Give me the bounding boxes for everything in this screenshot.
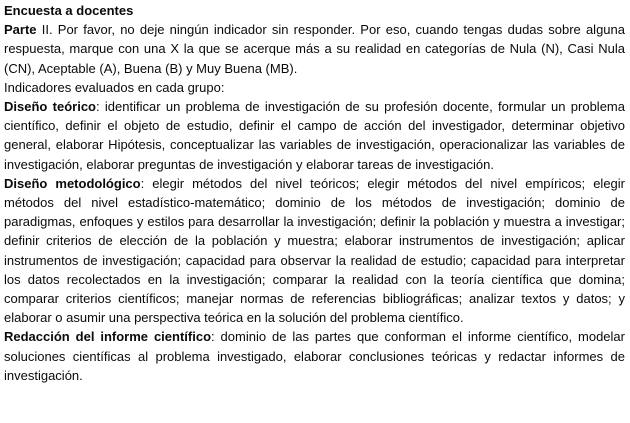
paragraph-indicadores-text: Indicadores evaluados en cada grupo: <box>4 79 225 95</box>
paragraph-diseno-metodologico <box>4 174 625 328</box>
paragraph-redaccion-informe-lead: Redacción del informe científico <box>4 329 212 345</box>
document-title: Encuesta a docentes <box>4 3 134 18</box>
paragraph-parte-ii <box>4 20 625 78</box>
paragraph-redaccion-informe-text: : dominio de las partes que conforman el informe científico, modelar soluciones científicas al problema investigado, elaborar conclusiones teóricas y redactar informes de investigación. <box>4 329 625 383</box>
paragraph-diseno-teorico-lead: Diseño teórico <box>4 99 96 115</box>
paragraph-diseno-teorico <box>4 97 625 174</box>
paragraph-parte-ii-text: II. Por favor, no deje ningún indicador sin responder. Por eso, cuando tengas dudas sobre alguna respuesta, marque con una X la que se acerque más a su realidad en categorías de Nula (N), Casi Nula (CN), Aceptable (A), Buena (B) y Muy Buena (MB). <box>4 22 625 76</box>
paragraph-diseno-teorico-text: : identificar un problema de investigación de su profesión docente, formular un problema científico, definir el objeto de estudio, definir el campo de acción del investigador, determinar objetivo general, elaborar Hipótesis, conceptualizar las variables de investigación, operacionalizar las variables de investigación, elaborar preguntas de investigación y elaborar tareas de investigación. <box>4 99 625 172</box>
paragraph-diseno-metodologico-text: : elegir métodos del nivel teóricos; elegir métodos del nivel empíricos; elegir métodos del nivel estadístico-matemático; dominio de los métodos de investigación; dominio de paradigmas, enfoques y estilos para desarrollar la investigación; definir la población y muestra a investigar; definir criterios de elección de la población y muestra; elaborar instrumentos de investigación; aplicar instrumentos de investigación; capacidad para observar la realidad de estudio; capacidad para interpretar los datos recolectados en la investigación; comparar la realidad con la teoría científica que domina; comparar criterios científicos; manejar normas de referencias bibliográficas; analizar textos y datos; y elaborar o asumir una perspectiva teórica en la solución del problema científico. <box>4 175 626 326</box>
paragraph-redaccion-informe <box>4 327 625 385</box>
paragraph-parte-ii-lead: Parte <box>4 22 37 38</box>
paragraph-indicadores <box>4 78 625 97</box>
paragraph-diseno-metodologico-lead: Diseño metodológico <box>4 175 141 191</box>
